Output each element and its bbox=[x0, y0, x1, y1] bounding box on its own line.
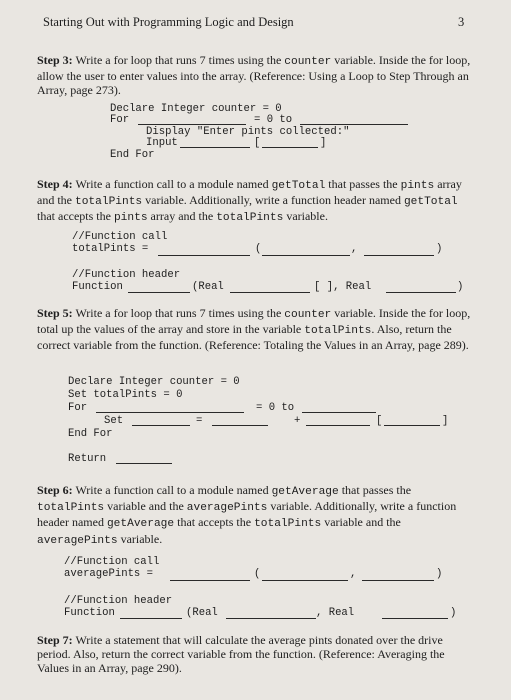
code-plus: + bbox=[294, 415, 301, 427]
code-open-paren-2: ( bbox=[254, 568, 261, 580]
code-close-bracket: ] bbox=[320, 137, 327, 149]
code-for-rest: = 0 to bbox=[254, 114, 293, 126]
blank-input-index[interactable] bbox=[262, 147, 318, 148]
code-declare-counter: Declare Integer counter = 0 bbox=[68, 376, 240, 388]
blank-set-array[interactable] bbox=[306, 425, 370, 426]
code-for-keyword: For bbox=[110, 114, 130, 126]
code-display: Display "Enter pints collected:" bbox=[146, 126, 350, 138]
step5-label: Step 5: bbox=[37, 306, 73, 320]
step3-instructions: Step 3: Write a for loop that runs 7 times using the counter variable. Inside the for loop, allow the user to enter values into the array. (Reference: Using a Loop to Step Through an Array, page 273). bbox=[37, 53, 471, 98]
blank-set-index[interactable] bbox=[384, 425, 440, 426]
code-close-paren-2: ) bbox=[436, 568, 443, 580]
code-close-paren-header-2: ) bbox=[450, 607, 457, 619]
blank-arg2-2[interactable] bbox=[362, 580, 434, 581]
code-return-keyword: Return bbox=[68, 453, 107, 465]
code-comment-header-2: //Function header bbox=[64, 595, 173, 607]
page-number: 3 bbox=[458, 15, 465, 29]
blank-param1-2[interactable] bbox=[226, 618, 316, 619]
blank-header-name[interactable] bbox=[128, 292, 190, 293]
code-real-param-2: (Real bbox=[186, 607, 218, 619]
blank-arg1-2[interactable] bbox=[262, 580, 348, 581]
code-end-for: End For bbox=[110, 149, 155, 161]
blank-arg1[interactable] bbox=[262, 255, 350, 256]
blank-set-target[interactable] bbox=[132, 425, 190, 426]
code-open-paren: ( bbox=[255, 243, 262, 255]
page-header-title: Starting Out with Programming Logic and Design bbox=[43, 15, 294, 29]
blank-arg2[interactable] bbox=[364, 255, 434, 256]
code-end-for-2: End For bbox=[68, 428, 113, 440]
code-equals: = bbox=[196, 415, 203, 427]
code-open-bracket: [ bbox=[254, 137, 261, 149]
blank-input-array[interactable] bbox=[180, 147, 250, 148]
code-function-keyword-2: Function bbox=[64, 607, 115, 619]
code-comma: , bbox=[351, 243, 358, 255]
blank-for-limit[interactable] bbox=[300, 124, 408, 125]
code-comment-call: //Function call bbox=[72, 231, 168, 243]
code-comma-2: , bbox=[350, 568, 357, 580]
step4-instructions: Step 4: Write a function call to a module named getTotal that passes the pints array and the totalPints variable. Additionally, write a function header named getTotal that accepts the pints array and the totalPints variable. bbox=[37, 177, 462, 225]
blank-param2[interactable] bbox=[386, 292, 456, 293]
blank-param2-2[interactable] bbox=[382, 618, 448, 619]
step3-label: Step 3: bbox=[37, 53, 73, 67]
blank-param1[interactable] bbox=[230, 292, 310, 293]
blank-function-name-2[interactable] bbox=[170, 580, 250, 581]
code-brackets-real: [ ], Real bbox=[314, 281, 372, 293]
var-counter: counter bbox=[284, 56, 332, 68]
code-close-paren-header: ) bbox=[457, 281, 464, 293]
code-real-param: (Real bbox=[192, 281, 224, 293]
code-declare: Declare Integer counter = 0 bbox=[110, 103, 282, 115]
blank-for-counter[interactable] bbox=[138, 124, 246, 125]
code-open-bracket-2: [ bbox=[376, 415, 383, 427]
code-comment-call-2: //Function call bbox=[64, 556, 160, 568]
blank-set-operand[interactable] bbox=[212, 425, 268, 426]
code-assign-averagepints: averagePints = bbox=[64, 568, 154, 580]
code-input-keyword: Input bbox=[146, 137, 178, 149]
code-for-rest-2: = 0 to bbox=[256, 402, 295, 414]
code-close-paren: ) bbox=[436, 243, 443, 255]
code-set-totalpints: Set totalPints = 0 bbox=[68, 389, 183, 401]
step7-instructions: Step 7: Write a statement that will calculate the average pints donated over the drive period. Also, return the correct variable from the function. (Reference: Averaging the Values in an Array, page 290). bbox=[37, 633, 445, 676]
step7-label: Step 7: bbox=[37, 633, 73, 647]
code-comment-header: //Function header bbox=[72, 269, 181, 281]
code-assign-totalpints: totalPints = bbox=[72, 243, 149, 255]
step6-instructions: Step 6: Write a function call to a module named getAverage that passes the totalPints variable and the averagePints variable. Additionally, write a function header named getAverage that accepts the totalPints variable and the averagePints variable. bbox=[37, 483, 457, 547]
blank-for-limit-2[interactable] bbox=[302, 412, 376, 413]
code-for-keyword-2: For bbox=[68, 402, 88, 414]
blank-for-counter-2[interactable] bbox=[96, 412, 244, 413]
code-comma-real: , Real bbox=[316, 607, 355, 619]
code-close-bracket-2: ] bbox=[442, 415, 449, 427]
code-function-keyword: Function bbox=[72, 281, 123, 293]
blank-function-name[interactable] bbox=[158, 255, 250, 256]
code-set-keyword: Set bbox=[104, 415, 124, 427]
step6-label: Step 6: bbox=[37, 483, 73, 497]
blank-return-value[interactable] bbox=[116, 463, 172, 464]
step4-label: Step 4: bbox=[37, 177, 73, 191]
blank-header-name-2[interactable] bbox=[120, 618, 182, 619]
step5-instructions: Step 5: Write a for loop that runs 7 times using the counter variable. Inside the for loop, total up the values of the array and store in the variable totalPints. Also, return the correct variable from the function. (Reference: Totaling the Values in an Array, page 289). bbox=[37, 306, 471, 353]
